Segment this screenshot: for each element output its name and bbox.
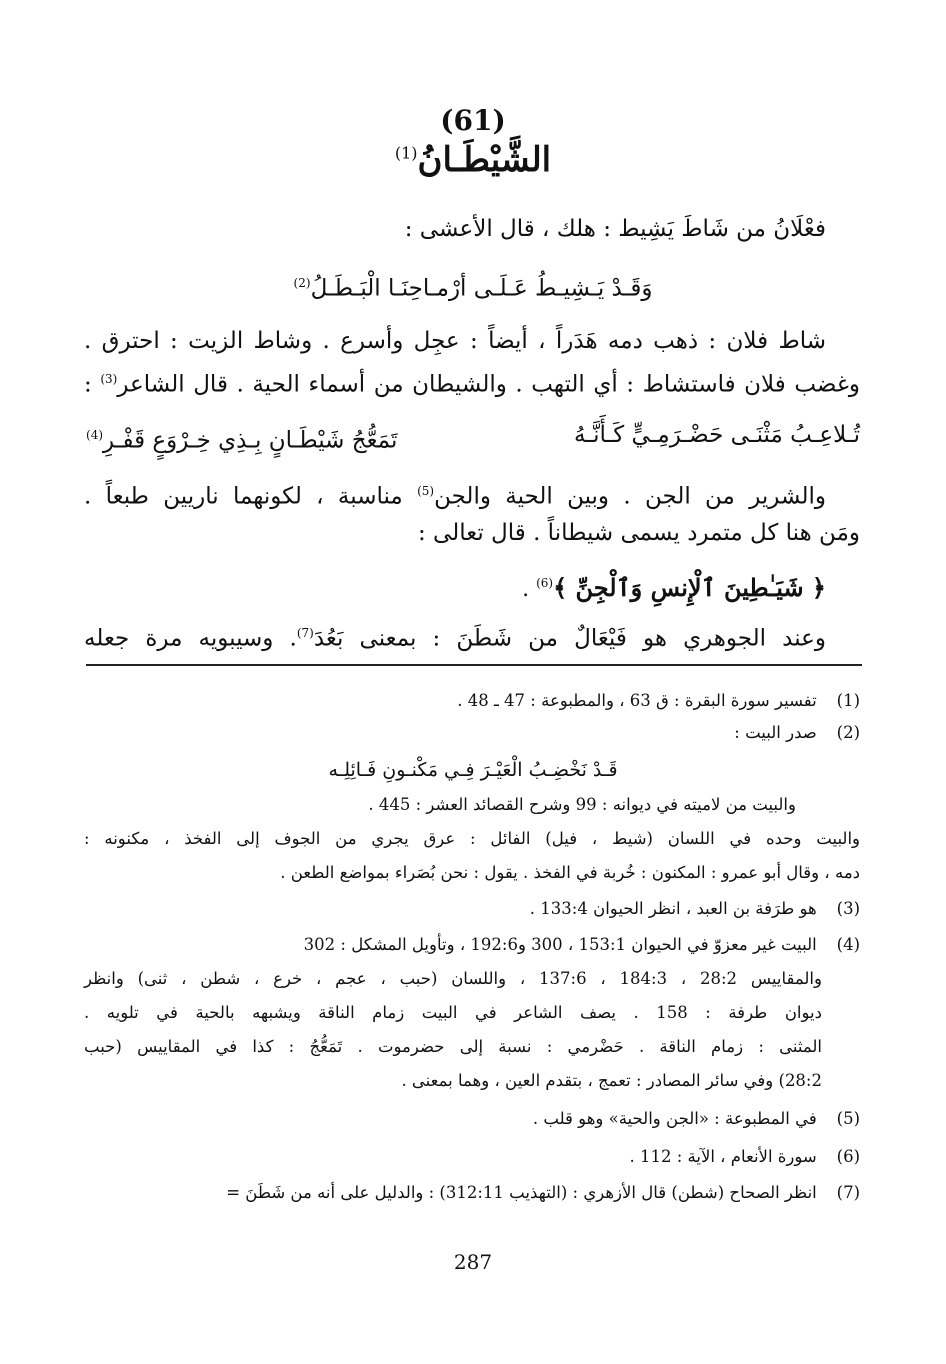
body-line: فعْلَانُ من شَاطَ يَشِيط : هلك ، قال الأعشى : xyxy=(404,216,826,242)
footnote-line: 28:2) وفي سائر المصادر : تعمج ، بتقدم العين ، وهما بمعنى . xyxy=(401,1071,822,1090)
footnote-ref: (6) xyxy=(536,576,554,590)
footnote-text: في المطبوعة : «الجن والحية» وهو قلب . xyxy=(532,1109,817,1128)
footnote-3 xyxy=(84,896,860,922)
footnote-number: (4) xyxy=(836,935,860,954)
body-line: ومَن هنا كل متمرد يسمى شيطاناً . قال تعالى : xyxy=(417,520,860,546)
body-text: والشرير من الجن . وبين الحية والجن xyxy=(434,483,826,510)
entry-number: (61) xyxy=(440,104,506,137)
footnote-line: والبيت وحده في اللسان (شيط ، فيل) الفائل : عرق يجري من الجوف إلى الفخذ ، مكنونه : xyxy=(84,829,860,848)
entry-title xyxy=(0,140,946,180)
footnote-text: هو طرَفة بن العبد ، انظر الحيوان 133:4 . xyxy=(529,899,817,918)
footnote-divider xyxy=(86,664,862,666)
verse-text: وَقَـدْ يَـشِيـطُ عَـلَـى أرْمـاحِنَـا الْبَـطَـلُ xyxy=(310,275,653,302)
body-text: . وسيبويه مرة جعله xyxy=(84,625,297,652)
footnote-line: دمه ، وقال أبو عمرو : المكنون : خُربة في الفخذ . يقول : نحن بُصَراء بمواضع الطعن . xyxy=(280,863,860,882)
verse-hemistich-left xyxy=(86,418,397,458)
footnote-4 xyxy=(84,932,860,958)
footnote-verse: قَـدْ نَخْضِـبُ الْعَيْـرَ فِـي مَكْنـونِ فَـائِلِـه xyxy=(328,759,618,781)
footnote-6 xyxy=(84,1144,860,1170)
footnote-text: صدر البيت : xyxy=(734,723,817,742)
quran-verse xyxy=(522,566,826,607)
quran-tail: . xyxy=(522,577,537,602)
footnote-2 xyxy=(84,720,860,746)
footnote-number: (5) xyxy=(836,1109,860,1128)
footnote-ref: (7) xyxy=(296,626,314,640)
footnote-ref: (5) xyxy=(417,484,435,498)
footnote-text: تفسير سورة البقرة : ق 63 ، والمطبوعة : 47 ـ 48 . xyxy=(457,691,817,710)
body-text: مناسبة ، لكونهما ناريين طبعاً . xyxy=(84,483,418,510)
footnote-7 xyxy=(84,1180,860,1206)
footnote-line: والبيت من لاميته في ديوانه : 99 وشرح القصائد العشر : 445 . xyxy=(368,795,796,814)
body-line: شاط فلان : ذهب دمه هَدَراً ، أيضاً : عجِل وأسرع . وشاط الزيت : احترق . xyxy=(84,328,826,354)
footnote-line: المثنى : زمام الناقة . حَضْرمي : نسبة إلى حضرموت . تَمَعُّجُ : كذا في المقاييس (حبب xyxy=(84,1037,822,1056)
body-text: وعند الجوهري هو فَيْعَالٌ من شَطَنَ : بمعنى بَعُدَ xyxy=(313,625,826,652)
verse-hemistich-right: تُـلاعِـبُ مَثْنَـى حَضْـرَمِـيٍّ كَـأَنَّـهُ xyxy=(574,422,860,448)
footnote-text: سورة الأنعام ، الآية : 112 . xyxy=(629,1147,817,1166)
footnote-line: ديوان طرفة : 158 . يصف الشاعر في البيت زمام الناقة ويشبهه بالحية في تلويه . xyxy=(84,1003,822,1022)
body-text: وغضب فلان فاستشاط : أي التهب . والشيطان من أسماء الحية . قال الشاعر xyxy=(117,371,860,398)
footnote-number: (1) xyxy=(836,691,860,710)
verse-text: تَمَعُّجُ شَيْطَـانٍ بِـذِي خِـرْوَعٍ قَفْـرِ xyxy=(103,427,398,454)
page-number: 287 xyxy=(453,1250,493,1274)
footnote-text: انظر الصحاح (شطن) قال الأزهري : (التهذيب 312:11) : والدليل على أنه من شَطَنَ = xyxy=(226,1183,817,1202)
footnote-text: البيت غير معزوّ في الحيوان 153:1 ، 300 و192:6 ، وتأويل المشكل : 302 xyxy=(303,935,817,954)
footnote-line: والمقاييس 28:2 ، 184:3 ، 137:6 ، واللسان (حبب ، عجم ، خرع ، شطن ، ثنى) وانظر xyxy=(84,969,822,988)
footnote-5 xyxy=(84,1106,860,1132)
footnote-number: (7) xyxy=(836,1183,860,1202)
body-line xyxy=(84,362,860,402)
footnote-ref: (3) xyxy=(100,372,118,386)
verse-line xyxy=(0,266,946,306)
body-line xyxy=(84,616,826,656)
entry-title-text: الشَّيْطَـانُ xyxy=(417,140,552,180)
footnote-ref: (4) xyxy=(86,428,104,442)
body-text: : xyxy=(84,371,101,398)
footnote-1 xyxy=(84,688,860,714)
footnote-number: (2) xyxy=(836,723,860,742)
body-line xyxy=(84,474,826,514)
footnote-number: (6) xyxy=(836,1147,860,1166)
quran-text: ﴿ شَيَـٰطِينَ ٱلْإِنسِ وَٱلْجِنِّ ﴾ xyxy=(553,573,826,602)
footnote-ref: (2) xyxy=(293,276,311,290)
footnote-ref: (1) xyxy=(394,143,418,163)
footnote-number: (3) xyxy=(836,899,860,918)
